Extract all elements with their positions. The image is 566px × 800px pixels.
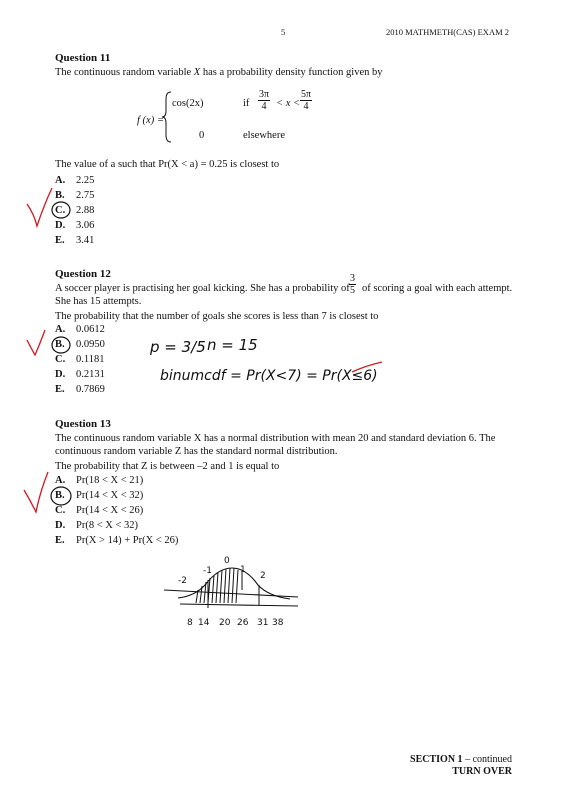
red-mark-q12 — [352, 362, 382, 372]
red-tick-q13 — [24, 472, 48, 512]
option-c[interactable]: C. 2.88 — [55, 205, 95, 216]
option-c[interactable]: C. Pr(14 < X < 26) — [55, 505, 144, 516]
footer-turn-over: TURN OVER — [452, 766, 512, 777]
sketch-x-38: 38 — [272, 618, 284, 628]
option-c[interactable]: C. 0.1181 — [55, 354, 105, 365]
case2-value: 0 — [199, 130, 205, 141]
question-12-line1-suffix: of scoring a goal with each attempt. — [362, 283, 513, 294]
normal-curve-sketch — [164, 556, 298, 628]
question-12-title: Question 12 — [55, 268, 111, 280]
option-e[interactable]: E. 3.41 — [55, 235, 95, 246]
footer-section: SECTION 1 – continued — [410, 754, 512, 765]
option-b[interactable]: B. 2.75 — [55, 190, 95, 201]
sketch-x-26: 26 — [237, 618, 249, 628]
case1-if: if — [243, 98, 250, 109]
option-e[interactable]: E. 0.7869 — [55, 384, 105, 395]
sketch-z-1: 1 — [240, 565, 246, 575]
sketch-z-0: 0 — [224, 556, 230, 566]
function-label: f (x) = — [137, 115, 164, 126]
red-tick-q12 — [27, 330, 45, 355]
question-12-options — [55, 322, 105, 397]
case1-value: cos(2x) — [172, 98, 204, 109]
question-13-line1: The continuous random variable X has a normal distribution with mean 20 and standard deviation 6. The — [55, 433, 496, 444]
exam-title: 2010 MATHMETH(CAS) EXAM 2 — [386, 27, 510, 37]
option-a[interactable]: A. 0.0612 — [55, 324, 105, 335]
handwriting-p-value: p = 3/5 — [150, 338, 206, 356]
question-12-line2: She has 15 attempts. — [55, 296, 142, 307]
sketch-z-minus1: -1 — [203, 566, 212, 576]
sketch-x-8: 8 — [187, 618, 193, 628]
question-11-prompt: The value of a such that Pr(X < a) = 0.25 is closest to — [55, 159, 280, 170]
sketch-z-minus2: -2 — [178, 576, 187, 586]
option-a[interactable]: A. Pr(18 < X < 21) — [55, 475, 144, 486]
sketch-x-31: 31 — [257, 618, 269, 628]
question-12-prompt: The probability that the number of goals she scores is less than 7 is closest to — [55, 311, 379, 322]
sketch-shading — [196, 568, 238, 603]
sketch-x-14: 14 — [198, 618, 210, 628]
question-13-title: Question 13 — [55, 418, 111, 430]
question-11-intro: The continuous random variable X has a probability density function given by — [55, 67, 383, 78]
handwriting-binomcdf: binumcdf = Pr(X<7) = Pr(X≤6) — [160, 368, 378, 384]
question-12-line1-prefix: A soccer player is practising her goal kicking. She has a probability of — [55, 283, 350, 294]
sketch-x-20: 20 — [219, 618, 231, 628]
case1-fraction-lower: $\frac{3\pi}{4}$ — [259, 89, 270, 112]
sketch-z-2: 2 — [260, 571, 266, 581]
option-b[interactable]: B. Pr(14 < X < 32) — [55, 490, 144, 501]
page-number: 5 — [281, 27, 286, 37]
question-13-line2: continuous random variable Z has the standard normal distribution. — [55, 446, 338, 457]
red-tick-q11 — [27, 188, 52, 226]
option-d[interactable]: D. 3.06 — [55, 220, 95, 231]
question-11-title: Question 11 — [55, 52, 111, 64]
option-a[interactable]: A. 2.25 — [55, 175, 95, 186]
option-b[interactable]: B. 0.0950 — [55, 339, 105, 350]
sketch-curve — [178, 568, 290, 599]
option-d[interactable]: D. Pr(8 < X < 32) — [55, 520, 139, 531]
sketch-axis-top — [164, 590, 298, 597]
question-12-fraction: $\frac{3}{5}$ — [350, 273, 355, 296]
case1-fraction-upper: $\frac{5\pi}{4}$ — [301, 89, 312, 112]
option-e[interactable]: E. Pr(X > 14) + Pr(X < 26) — [55, 535, 179, 546]
option-d[interactable]: D. 0.2131 — [55, 369, 105, 380]
question-13-options — [55, 473, 178, 548]
case2-condition: elsewhere — [243, 130, 285, 141]
handwriting-n-value: n = 15 — [207, 336, 258, 354]
question-11-options — [55, 173, 94, 248]
case1-inequality: < x < — [276, 98, 301, 109]
sketch-axis-bottom — [180, 604, 298, 606]
question-13-prompt: The probability that Z is between –2 and 1 is equal to — [55, 461, 280, 472]
